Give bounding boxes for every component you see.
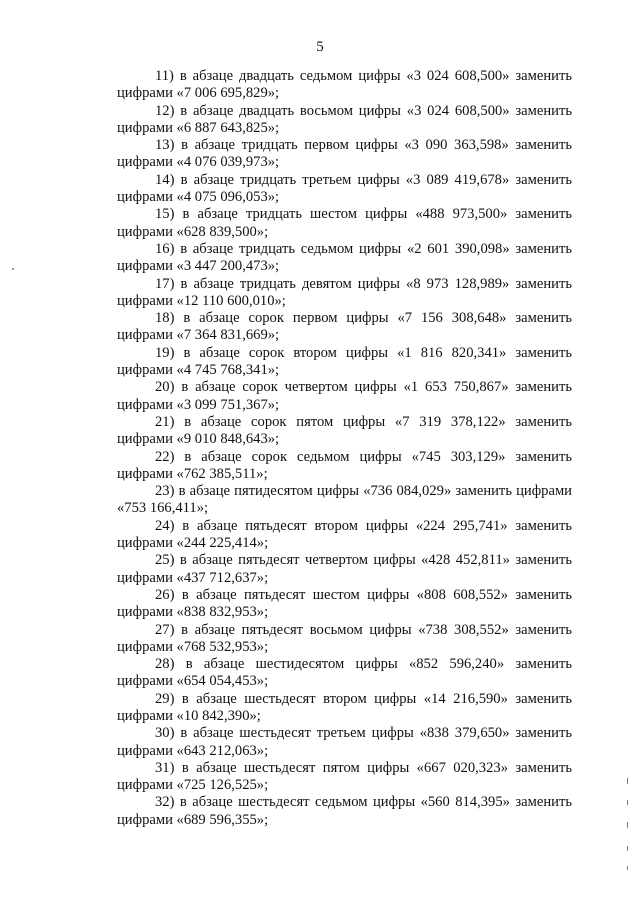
amendment-item: 21) в абзаце сорок пятом цифры «7 319 378,122» заменить цифрами «9 010 848,643»; xyxy=(117,413,572,448)
amendment-item: 30) в абзаце шестьдесят третьем цифры «838 379,650» заменить цифрами «643 212,063»; xyxy=(117,725,572,759)
amendment-item: 12) в абзаце двадцать восьмом цифры «3 024 608,500» заменить цифрами «6 887 643,825»; xyxy=(117,102,572,136)
amendment-item: 19) в абзаце сорок втором цифры «1 816 820,341» заменить цифрами «4 745 768,341»; xyxy=(117,344,572,379)
amendment-item: 17) в абзаце тридцать девятом цифры «8 973 128,989» заменить цифрами «12 110 600,010»; xyxy=(117,275,572,309)
amendment-item: 23) в абзаце пятидесятом цифры «736 084,029» заменить цифрами «753 166,411»; xyxy=(117,483,572,517)
scan-speck xyxy=(627,822,628,828)
amendment-item: 13) в абзаце тридцать первом цифры «3 090 363,598» заменить цифрами «4 076 039,973»; xyxy=(117,137,572,171)
amendment-item: 26) в абзаце пятьдесят шестом цифры «808 608,552» заменить цифрами «838 832,953»; xyxy=(117,586,572,621)
scan-speck xyxy=(627,800,628,805)
amendment-item: 32) в абзаце шестьдесят седьмом цифры «560 814,395» заменить цифрами «689 596,355»; xyxy=(117,794,572,828)
amendment-item: 24) в абзаце пятьдесят втором цифры «224 295,741» заменить цифрами «244 225,414»; xyxy=(117,517,572,552)
amendment-item: 11) в абзаце двадцать седьмом цифры «3 024 608,500» заменить цифрами «7 006 695,829»; xyxy=(117,68,572,102)
scan-speck xyxy=(627,866,628,870)
amendment-item: 27) в абзаце пятьдесят восьмом цифры «738 308,552» заменить цифрами «768 532,953»; xyxy=(117,621,572,655)
page-number: 5 xyxy=(316,39,324,55)
scan-speck xyxy=(12,268,14,270)
amendment-item: 29) в абзаце шестьдесят втором цифры «14 216,590» заменить цифрами «10 842,390»; xyxy=(117,690,572,724)
amendment-item: 31) в абзаце шестьдесят пятом цифры «667 020,323» заменить цифрами «725 126,525»; xyxy=(117,759,572,794)
scan-speck xyxy=(627,778,628,784)
amendment-item: 18) в абзаце сорок первом цифры «7 156 308,648» заменить цифрами «7 364 831,669»; xyxy=(117,310,572,344)
amendment-item: 28) в абзаце шестидесятом цифры «852 596,240» заменить цифрами «654 054,453»; xyxy=(117,656,572,690)
amendment-item: 16) в абзаце тридцать седьмом цифры «2 601 390,098» заменить цифрами «3 447 200,473»; xyxy=(117,240,572,275)
amendment-item: 22) в абзаце сорок седьмом цифры «745 303,129» заменить цифрами «762 385,511»; xyxy=(117,448,572,482)
amendment-list xyxy=(117,68,572,829)
amendment-item: 25) в абзаце пятьдесят четвертом цифры «428 452,811» заменить цифрами «437 712,637»; xyxy=(117,552,572,586)
amendment-item: 15) в абзаце тридцать шестом цифры «488 973,500» заменить цифрами «628 839,500»; xyxy=(117,206,572,240)
amendment-item: 14) в абзаце тридцать третьем цифры «3 089 419,678» заменить цифрами «4 075 096,053»; xyxy=(117,171,572,206)
scan-speck xyxy=(627,846,628,851)
amendment-item: 20) в абзаце сорок четвертом цифры «1 653 750,867» заменить цифрами «3 099 751,367»; xyxy=(117,379,572,413)
